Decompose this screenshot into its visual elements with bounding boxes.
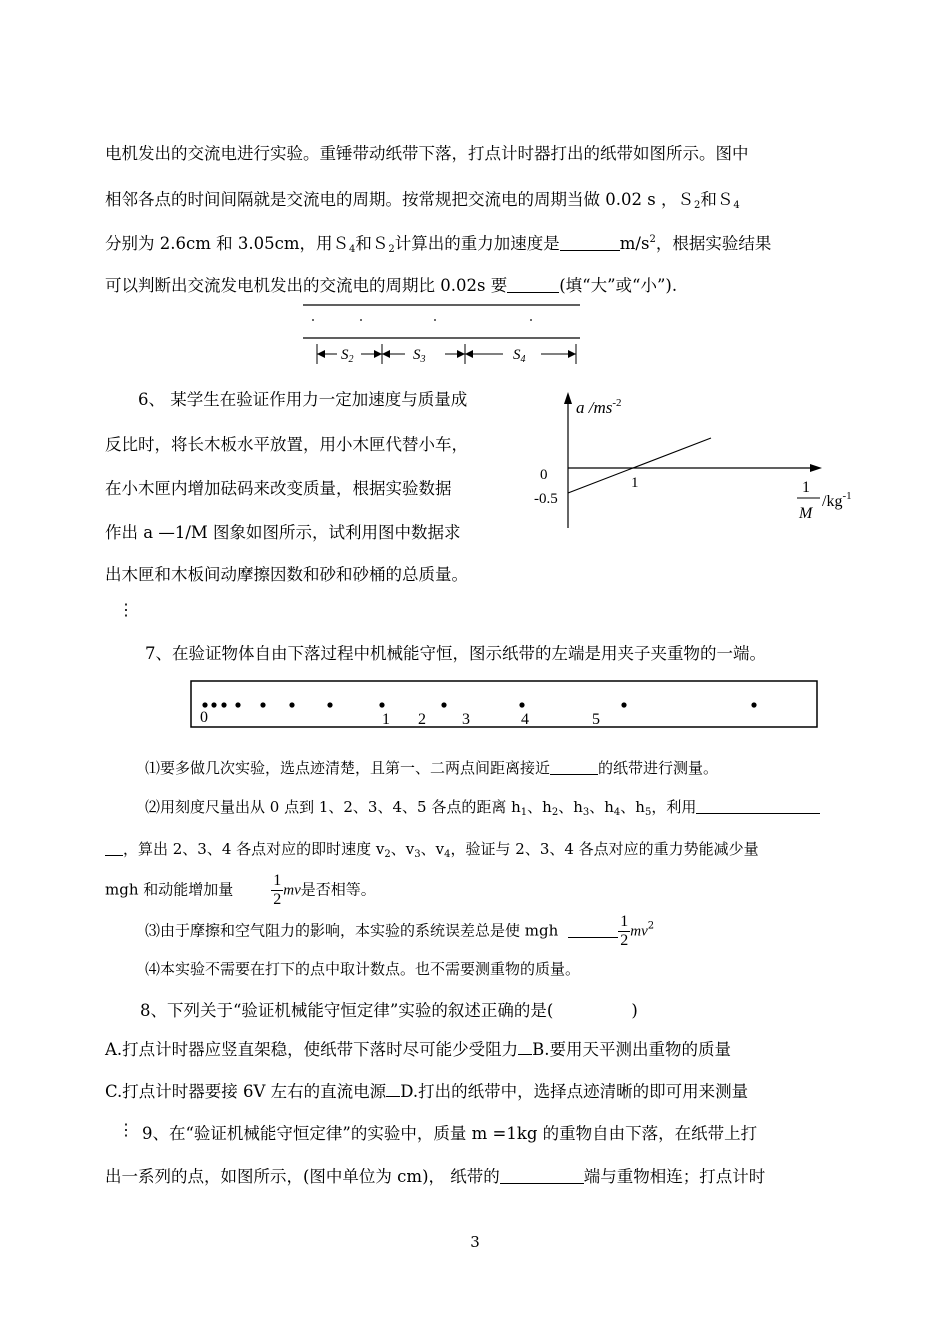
fraction-half: $\frac{1}{2}$ (273, 872, 282, 908)
p7-q4: ⑷本实验不需要在打下的点中取计数点。也不需要测重物的质量。 (145, 960, 581, 978)
p6-line3: 在小木匣内增加砝码来改变质量，根据实验数据 (105, 479, 452, 498)
answer-blank-q7-1[interactable] (550, 760, 598, 775)
tape-diagram-s (295, 298, 595, 368)
p6-line1: 6、 某学生在验证作用力一定加速度与质量成 (138, 390, 468, 409)
p7-q2-line2: ，算出 2、3、4 各点对应的即时速度 $v_2$、$v_3$、$v_4$，验证与 2、3、4 各点对应的重力势能减少量 (105, 838, 759, 860)
p6-line2: 反比时，将长木板水平放置，用小木匣代替小车， (105, 435, 468, 454)
y-axis-label: a $/ms^{-2}$ (576, 397, 622, 417)
p5-line1: 电机发出的交流电进行实验。重锤带动纸带下落，打点计时器打出的纸带如图所示。图中 (105, 144, 749, 163)
tape-num-5: 5 (592, 711, 600, 728)
option-a[interactable]: A.打点计时器应竖直架稳，使纸带下落时尽可能少受阻力 (105, 1040, 519, 1059)
x-tick-label: 1 (631, 475, 639, 491)
option-c[interactable]: C.打点计时器要接 6V 左右的直流电源 (105, 1082, 387, 1101)
p5-line4: 可以判断出交流发电机发出的交流电的周期比 0.02s 要 (填“大”或“小”). (105, 276, 678, 295)
p8-options-cd (105, 1078, 748, 1102)
tape-num-0: 0 (200, 709, 208, 726)
p7-q2-line1: ⑵用刻度尺量出从 0 点到 1、2、3、4、5 各点的距离 $h_1$、$h_2$、$h_3$、$h_4$、$h_5$，利用 (145, 796, 820, 818)
tape-num-1: 1 (382, 711, 390, 728)
tape-label-s4: $S_4$ (513, 347, 526, 365)
tape-diagram-points (190, 680, 820, 730)
tape-num-4: 4 (521, 711, 529, 728)
fraction-half-2: $\frac{1}{2}$ (620, 913, 629, 949)
answer-blank-q7-2-cont[interactable] (105, 841, 123, 856)
p7-q1: ⑴要多做几次实验，选点迹清楚，且第一、二两点间距离接近 的纸带进行测量。 (145, 759, 719, 777)
tape-label-s2: $S_2$ (341, 347, 354, 365)
p7-q3: ⑶由于摩擦和空气阻力的影响，本实验的系统误差总是使 mgh $\frac{1}{2}$ $mv^2$ (145, 913, 655, 949)
acceleration-graph (530, 388, 875, 536)
page-number: 3 (470, 1233, 480, 1251)
answer-blank-q7-2[interactable] (696, 799, 820, 814)
p8-stem: 8、下列关于“验证机械能守恒定律”实验的叙述正确的是( ) (140, 1001, 638, 1020)
option-d[interactable]: D.打出的纸带中，选择点迹清晰的即可用来测量 (400, 1082, 749, 1101)
tape-num-2: 2 (418, 711, 426, 728)
p6-line5: 出木匣和木板间动摩擦因数和砂和砂桶的总质量。 (105, 565, 468, 584)
p7-intro: 7、在验证物体自由下落过程中机械能守恒，图示纸带的左端是用夹子夹重物的一端。 (145, 644, 766, 663)
tape-label-s3: $S_3$ (413, 347, 426, 365)
p6-line4: 作出 a —1/M 图象如图所示，试利用图中数据求 (105, 523, 461, 542)
p9-line2: 出一系列的点，如图所示，(图中单位为 cm)， 纸带的 端与重物相连；打点计时 (105, 1167, 766, 1186)
y-intercept-label: -0.5 (534, 491, 558, 507)
p7-q2-line3: mgh 和动能增加量 $\frac{1}{2}$ mv是否相等。 (105, 872, 376, 908)
data-line (568, 438, 711, 493)
p9-line1: 9、在“验证机械能守恒定律”的实验中，质量 m =1kg 的重物自由下落，在纸带上打 (142, 1124, 758, 1143)
ellipsis-vertical: ⋮ (118, 600, 134, 619)
origin-label: 0 (540, 467, 548, 483)
answer-blank-q7-3[interactable] (568, 923, 618, 938)
y-axis-arrow (564, 392, 572, 404)
x-axis-num: 1 (802, 479, 810, 496)
tape-num-3: 3 (462, 711, 470, 728)
x-axis-unit: $/kg^{-1}$ (822, 490, 852, 510)
option-b[interactable]: B.要用天平测出重物的质量 (532, 1040, 732, 1059)
p8-options-ab (105, 1036, 731, 1060)
answer-blank-period[interactable] (507, 278, 559, 293)
p5-line3: 分别为 2.6cm 和 3.05cm，用Ｓ$_4$和Ｓ$_2$计算出的重力加速度是 $m/s^2$，根据实验结果 (105, 234, 772, 255)
x-axis-arrow (810, 464, 822, 472)
ellipsis-vertical-2: ⋮ (118, 1120, 134, 1139)
p5-line2: 相邻各点的时间间隔就是交流电的周期。按常规把交流电的周期当做 0.02 s ，Ｓ$_2$和Ｓ$_4$ (105, 190, 740, 211)
answer-blank-acceleration[interactable] (560, 236, 620, 251)
answer-blank-q9[interactable] (500, 1169, 584, 1184)
x-axis-den: M (799, 505, 813, 522)
